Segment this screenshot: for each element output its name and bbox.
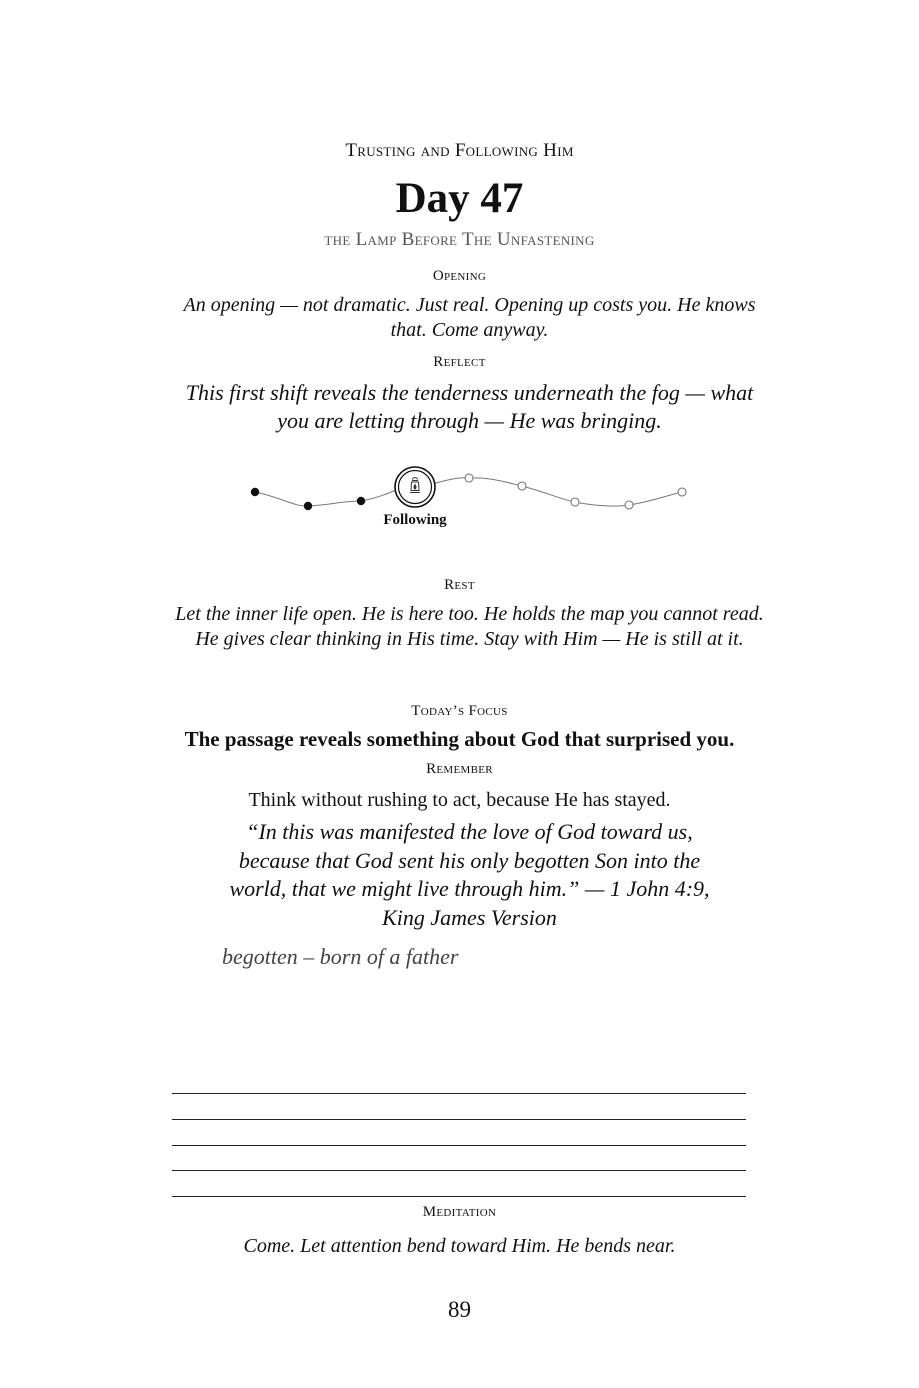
step-dot-5 (465, 474, 473, 482)
journal-line[interactable] (172, 1145, 746, 1146)
scripture-verse: “In this was manifested the love of God toward us, because that God sent his only begotten Son into the world, that we might live through him.” — 1 John 4:9, King James Version (229, 819, 710, 930)
focus-label: Today’s Focus (411, 703, 508, 719)
journal-line[interactable] (172, 1170, 746, 1171)
step-dot-9 (678, 488, 686, 496)
day-title: Day 47 (395, 175, 524, 222)
opening-label: Opening (432, 268, 487, 284)
step-dot-2 (304, 502, 312, 510)
reflect-label: Reflect (433, 354, 486, 370)
meditation-text: Come. Let attention bend toward Him. He bends near. (243, 1235, 676, 1257)
page-number: 89 (448, 1297, 471, 1322)
step-dot-1 (251, 488, 259, 496)
progress-path (0, 455, 919, 540)
reflect-text: This first shift reveals the tenderness underneath the fog — what you are letting through — He was bringing. (185, 380, 754, 433)
step-dot-6 (518, 482, 526, 490)
opening-text: An opening — not dramatic. Just real. Opening up costs you. He knows that. Come anyway. (183, 294, 756, 341)
current-step-label: Following (383, 512, 447, 528)
journal-line[interactable] (172, 1196, 746, 1197)
step-dot-8 (625, 501, 633, 509)
day-subtitle: the Lamp Before The Unfastening (324, 229, 595, 250)
journal-line[interactable] (172, 1119, 746, 1120)
rest-text: Let the inner life open. He is here too. He holds the map you cannot read. He gives clear thinking in His time. Stay with Him — He is still at it. (175, 603, 764, 650)
current-step-marker (395, 467, 435, 507)
remember-label: Remember (426, 761, 493, 777)
rest-label: Rest (444, 577, 475, 593)
word-gloss: begotten – born of a father (222, 944, 459, 969)
section-title: Trusting and Following Him (345, 140, 574, 161)
journal-line[interactable] (172, 1093, 746, 1094)
focus-text: The passage reveals something about God that surprised you. (184, 727, 735, 751)
meditation-label: Meditation (422, 1204, 497, 1220)
remember-text: Think without rushing to act, because He has stayed. (248, 789, 671, 811)
step-dot-3 (357, 497, 365, 505)
step-dot-7 (571, 498, 579, 506)
